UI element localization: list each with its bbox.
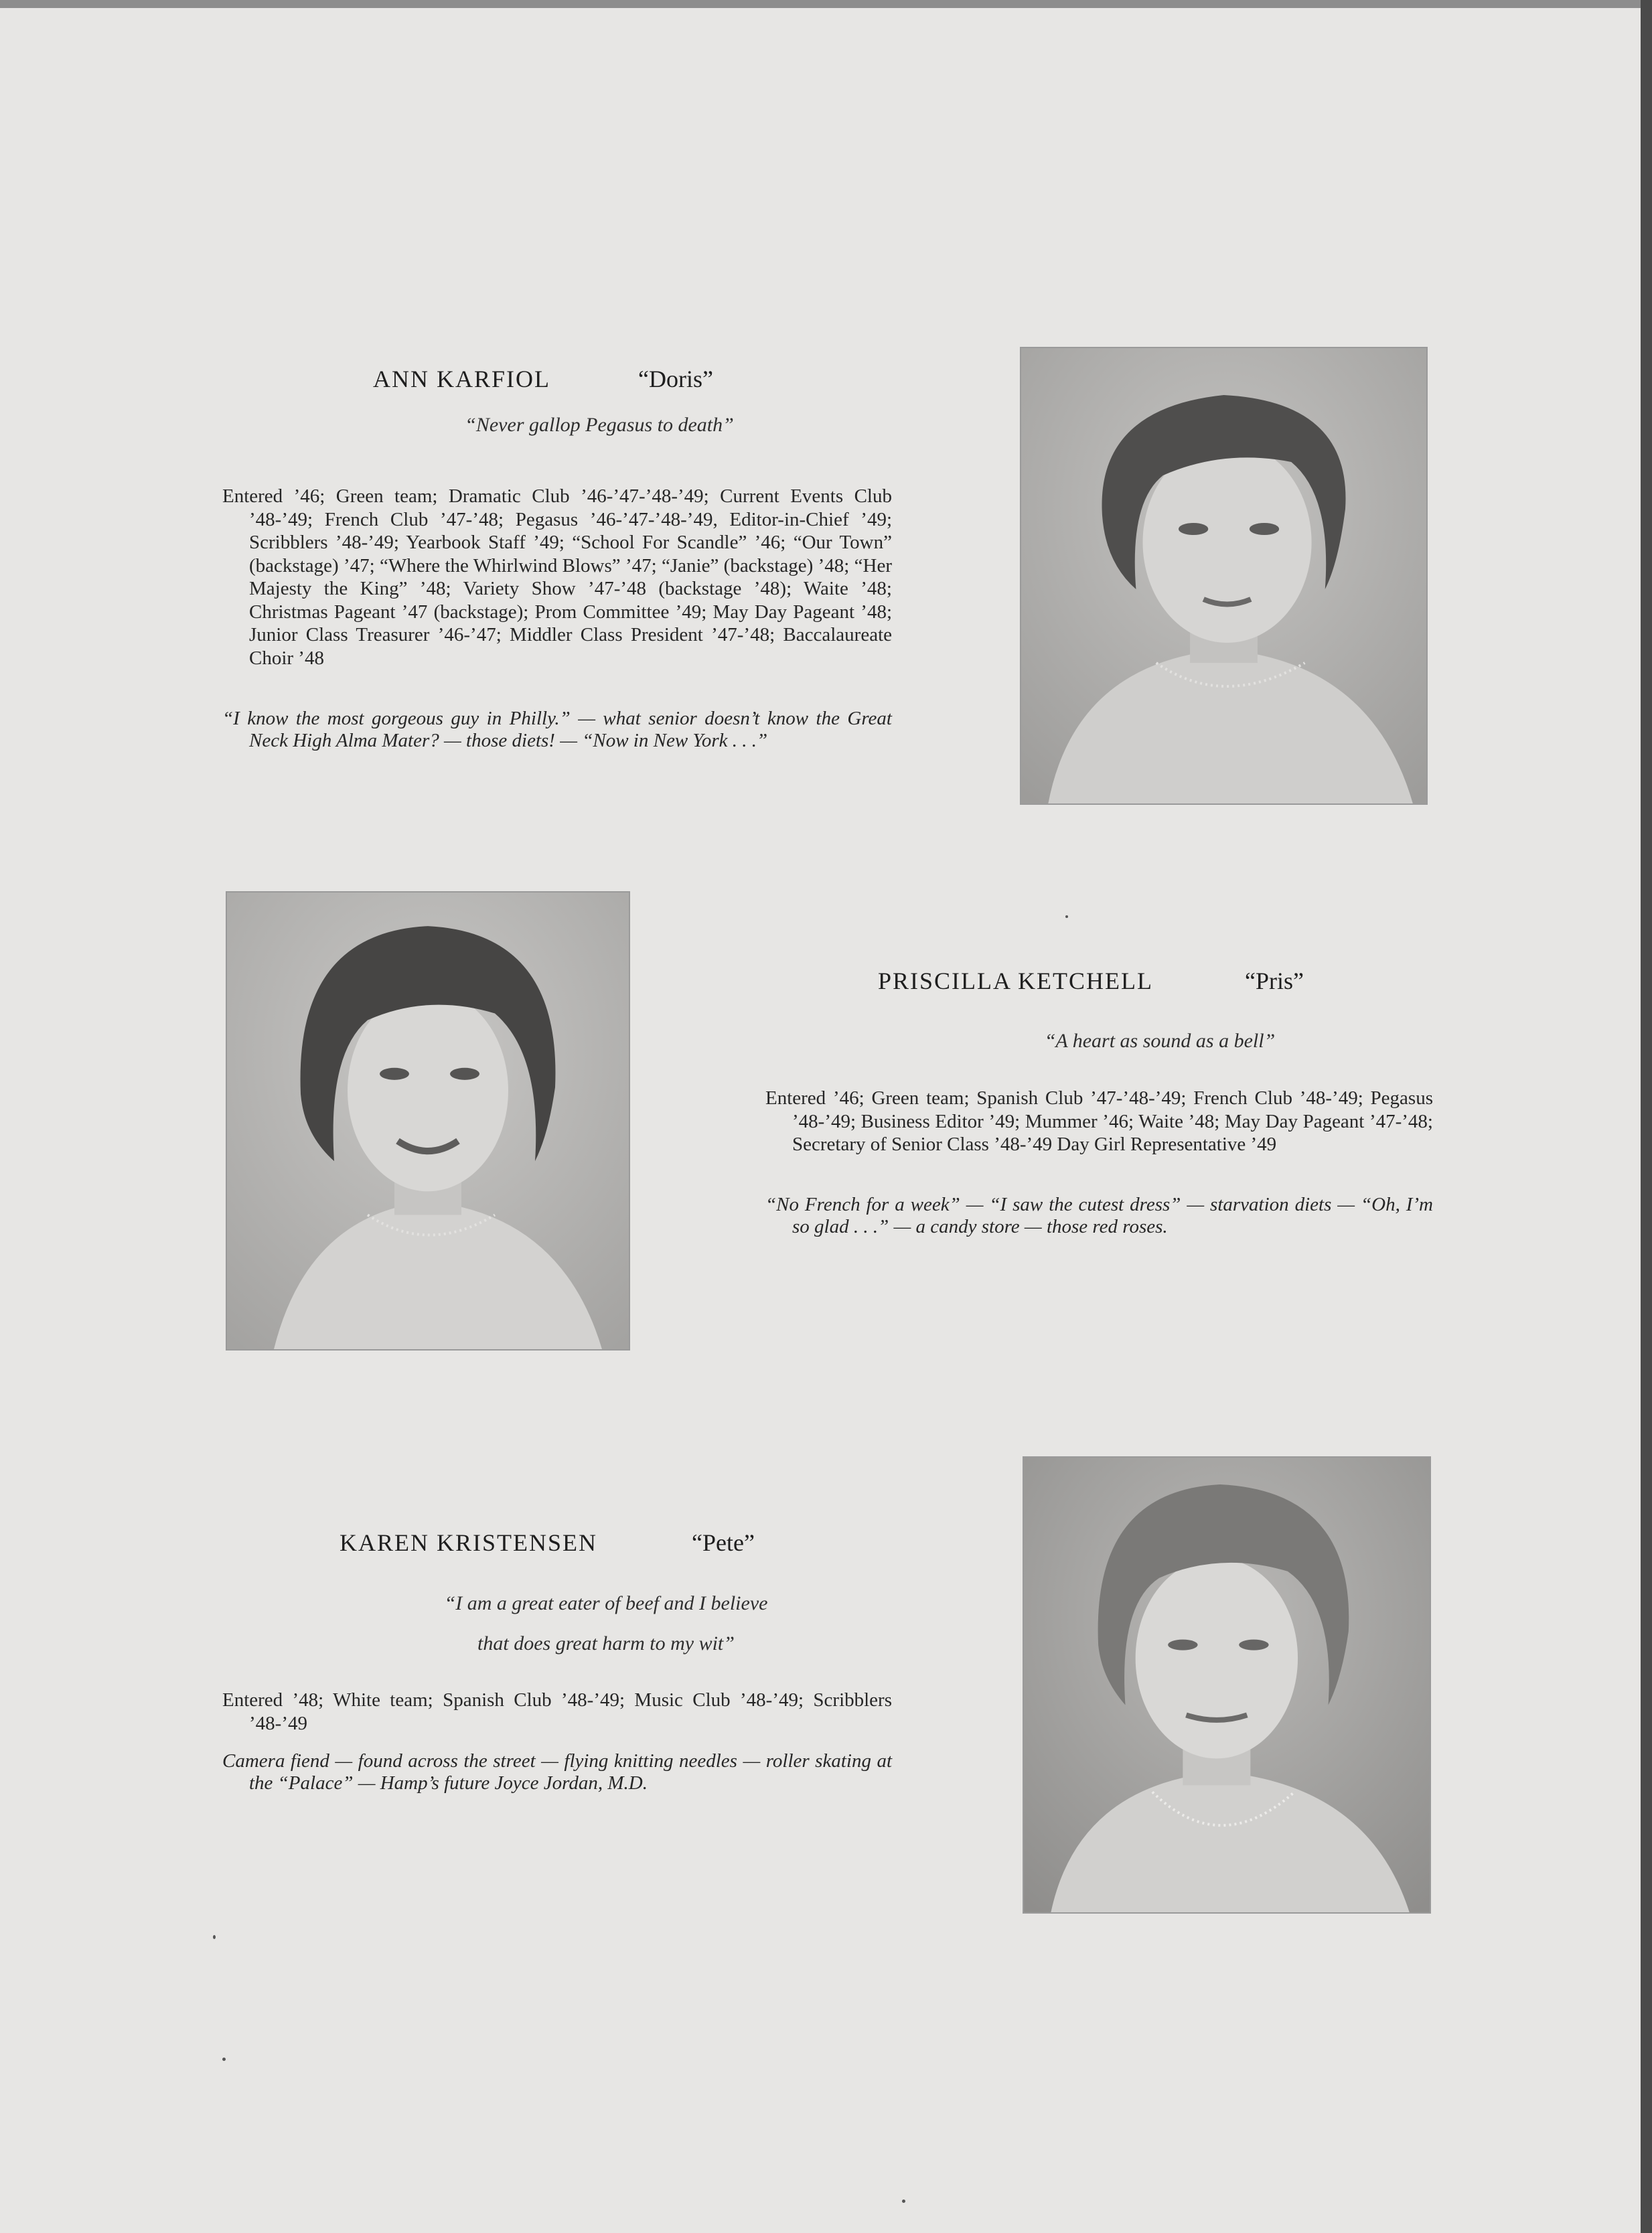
student-remarks-ketchell: “No French for a week” — “I saw the cutest dress” — starvation diets — “Oh, I’m so glad . . .” — a candy store — those red roses. — [765, 1194, 1433, 1237]
portrait-image — [227, 893, 629, 1349]
student-remarks-karfiol: “I know the most gorgeous guy in Philly.” — what senior doesn’t know the Great Neck High Alma Mater? — those diets! — “Now in New York . . .” — [222, 708, 892, 751]
student-photo-kristensen — [1023, 1456, 1431, 1914]
scan-top-edge — [0, 0, 1652, 8]
student-name-kristensen: KAREN KRISTENSEN — [340, 1529, 598, 1556]
student-photo-ketchell — [226, 891, 630, 1351]
scan-speck — [1065, 915, 1068, 918]
student-name-ketchell: PRISCILLA KETCHELL — [878, 968, 1153, 994]
student-nickname-karfiol: “Doris” — [638, 366, 713, 392]
portrait-image — [1024, 1458, 1430, 1912]
student-photo-karfiol — [1020, 347, 1428, 805]
student-motto-ketchell: “A heart as sound as a bell” — [1044, 1030, 1276, 1052]
portrait-image — [1021, 348, 1426, 803]
student-motto-karfiol: “Never gallop Pegasus to death” — [465, 414, 734, 436]
student-remarks-kristensen: Camera fiend — found across the street — flying knitting needles — roller skating at the “Palace” — Hamp’s future Joyce Jordan, M.D. — [222, 1750, 892, 1794]
student-nickname-ketchell: “Pris” — [1245, 968, 1304, 994]
scan-speck — [902, 2200, 905, 2203]
student-record-kristensen: Entered ’48; White team; Spanish Club ’48-’49; Music Club ’48-’49; Scribblers ’48-’49 — [222, 1689, 892, 1734]
student-motto-kristensen-line2: that does great harm to my wit” — [477, 1632, 735, 1654]
student-motto-kristensen-line1: “I am a great eater of beef and I believe — [444, 1592, 768, 1614]
student-record-karfiol: Entered ’46; Green team; Dramatic Club ’46-’47-’48-’49; Current Events Club ’48-’49; French Club ’47-’48; Pegasus ’46-’47-’48-’49, Editor-in-Chief ’49; Scribblers ’48-’49; Yearbook Staff ’49; “School For Scandle” ’46; “Our Town” (backstage) ’47; “Where the Whirlwind Blows” ’47; “Janie” (backstage) ’48; “Her Majesty the King” ’48; Variety Show ’47-’48 (backstage ’48); Waite ’48; Christmas Pageant ’47 (backstage); Prom Committee ’49; May Day Pageant ’48; Junior Class Treasurer ’46-’47; Middler Class President ’47-’48; Baccalaureate Choir ’48 — [222, 485, 892, 669]
student-name-karfiol: ANN KARFIOL — [373, 366, 550, 392]
student-nickname-kristensen: “Pete” — [692, 1529, 755, 1556]
scan-right-edge — [1641, 0, 1652, 2233]
scan-speck — [213, 1935, 216, 1939]
student-record-ketchell: Entered ’46; Green team; Spanish Club ’47-’48-’49; French Club ’48-’49; Pegasus ’48-’49; Business Editor ’49; Mummer ’46; Waite ’48; May Day Pageant ’47-’48; Secretary of Senior Class ’48-’49 Day Girl Representative ’49 — [765, 1087, 1433, 1155]
scan-speck — [222, 2058, 226, 2061]
